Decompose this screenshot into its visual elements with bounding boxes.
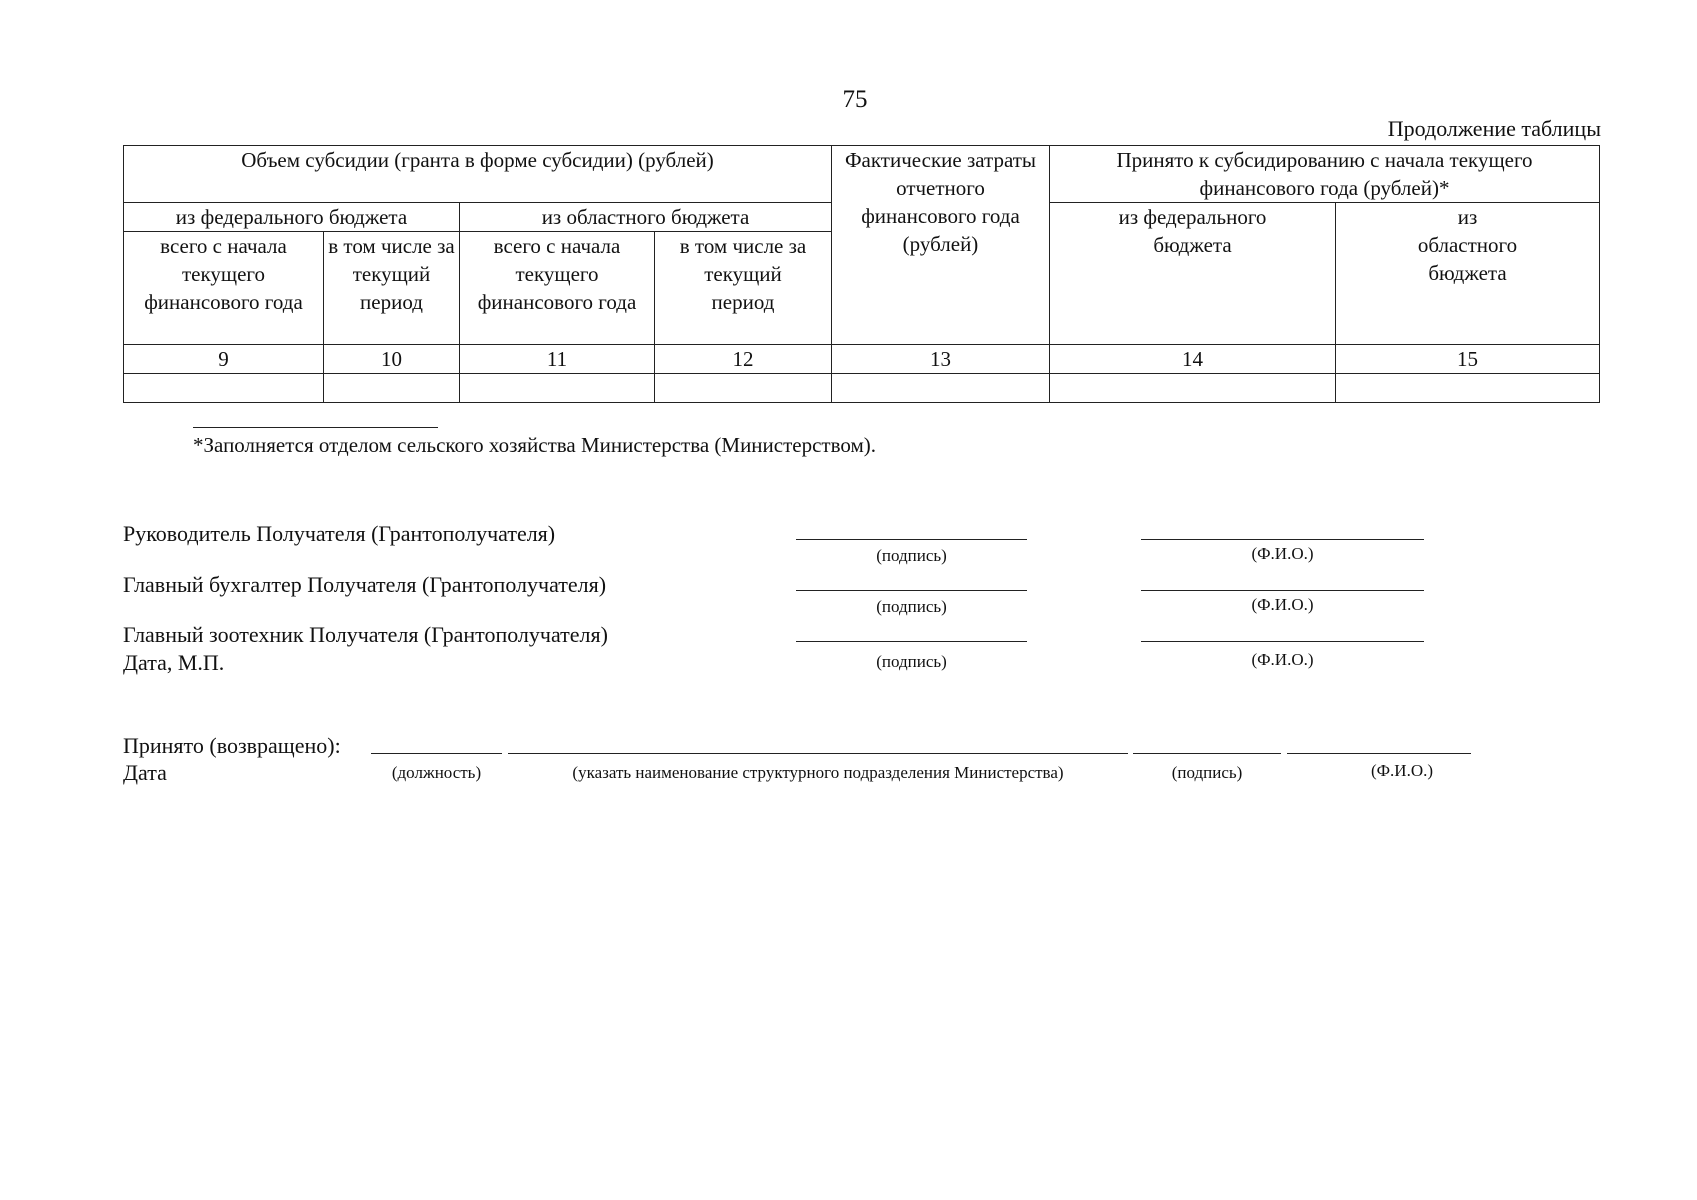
name-line bbox=[1287, 753, 1471, 754]
name-caption: (Ф.И.О.) bbox=[1251, 595, 1314, 614]
column-number: 15 bbox=[1336, 345, 1600, 374]
header-regional-total: всего с начала текущего финансового года bbox=[460, 232, 655, 345]
header-federal-total: всего с начала текущего финансового года bbox=[124, 232, 324, 345]
empty-cell bbox=[124, 374, 324, 403]
column-number: 12 bbox=[655, 345, 832, 374]
header-subsidy-volume: Объем субсидии (гранта в форме субсидии) (рублей) bbox=[124, 146, 832, 203]
column-number: 11 bbox=[460, 345, 655, 374]
column-number: 10 bbox=[324, 345, 460, 374]
subsidy-table bbox=[123, 145, 1600, 403]
header-actual-costs: Фактические затраты отчетного финансового года (рублей) bbox=[832, 146, 1050, 345]
header-from-regional: из областного бюджета bbox=[1336, 203, 1600, 345]
column-number: 13 bbox=[832, 345, 1050, 374]
header-from-federal: из федерального бюджета bbox=[1050, 203, 1336, 345]
signature-caption: (подпись) bbox=[876, 546, 947, 565]
position-caption: (должность) bbox=[391, 763, 482, 782]
accepted-date-label: Дата bbox=[123, 760, 167, 785]
empty-cell bbox=[324, 374, 460, 403]
name-caption: (Ф.И.О.) bbox=[1251, 544, 1314, 563]
signature-line bbox=[796, 539, 1027, 540]
department-line bbox=[508, 753, 1128, 754]
date-stamp-label: Дата, М.П. bbox=[123, 650, 225, 675]
name-line bbox=[1141, 641, 1424, 642]
accepted-label: Принято (возвращено): bbox=[123, 733, 341, 758]
position-line bbox=[371, 753, 502, 754]
empty-cell bbox=[460, 374, 655, 403]
signature-caption: (подпись) bbox=[876, 597, 947, 616]
signature-line bbox=[796, 641, 1027, 642]
header-regional-budget: из областного бюджета bbox=[460, 203, 832, 232]
name-line bbox=[1141, 590, 1424, 591]
signature-line bbox=[796, 590, 1027, 591]
signature-caption: (подпись) bbox=[1171, 763, 1243, 782]
column-number: 9 bbox=[124, 345, 324, 374]
footnote-divider bbox=[193, 427, 438, 428]
signature-line bbox=[1133, 753, 1281, 754]
signature-label-accountant: Главный бухгалтер Получателя (Грантополучателя) bbox=[123, 572, 607, 597]
column-number: 14 bbox=[1050, 345, 1336, 374]
empty-cell bbox=[832, 374, 1050, 403]
empty-cell bbox=[655, 374, 832, 403]
header-federal-budget: из федерального бюджета bbox=[124, 203, 460, 232]
header-federal-current: в том числе за текущий период bbox=[324, 232, 460, 345]
header-accepted-for-subsidy: Принято к субсидированию с начала текущего финансового года (рублей)* bbox=[1050, 146, 1600, 203]
name-caption: (Ф.И.О.) bbox=[1251, 650, 1314, 669]
signature-caption: (подпись) bbox=[876, 652, 947, 671]
empty-cell bbox=[1050, 374, 1336, 403]
page-number: 75 bbox=[842, 86, 868, 113]
name-caption: (Ф.И.О.) bbox=[1370, 761, 1434, 780]
signature-label-head: Руководитель Получателя (Грантополучателя) bbox=[123, 521, 556, 546]
signature-label-zootechnician: Главный зоотехник Получателя (Грантополучателя) bbox=[123, 622, 608, 647]
table-continuation-label: Продолжение таблицы bbox=[1387, 116, 1601, 141]
footnote: *Заполняется отделом сельского хозяйства Министерства (Министерством). bbox=[193, 433, 877, 457]
header-regional-current: в том числе за текущий период bbox=[655, 232, 832, 345]
empty-cell bbox=[1336, 374, 1600, 403]
department-caption: (указать наименование структурного подразделения Министерства) bbox=[572, 763, 1064, 782]
name-line bbox=[1141, 539, 1424, 540]
